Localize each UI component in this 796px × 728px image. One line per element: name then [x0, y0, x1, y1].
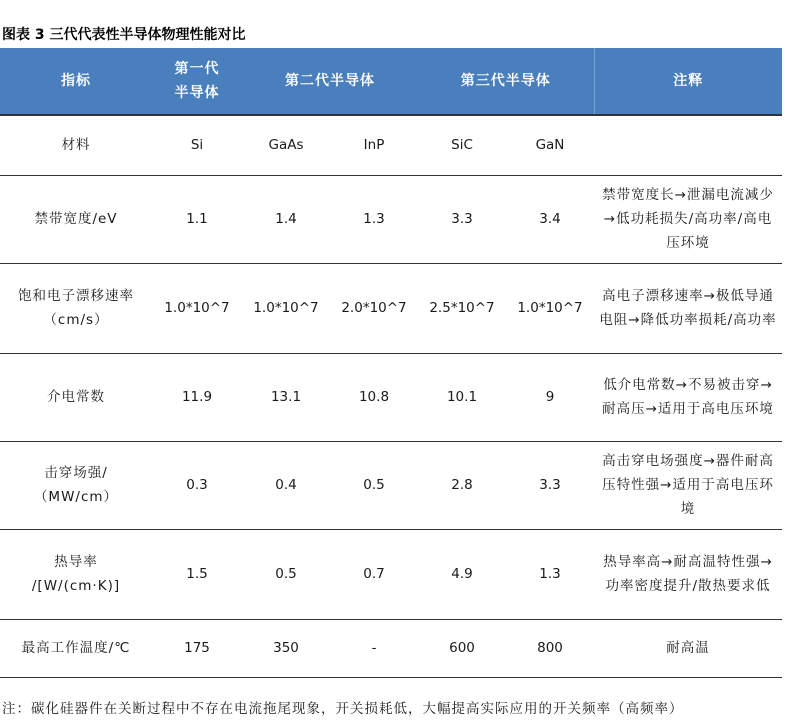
- header-gen1-line: 第一代: [174, 61, 220, 77]
- table-row: [0, 529, 782, 619]
- cell-value: 11.9: [152, 353, 242, 441]
- header-gen1: [152, 48, 242, 115]
- row-label-line: （cm/s）: [43, 312, 109, 328]
- cell-value: 1.3: [506, 529, 594, 619]
- row-label-line: （MW/cm）: [33, 489, 119, 505]
- cell-value: 2.5*10^7: [418, 263, 506, 353]
- row-label-line: 最高工作温度/℃: [21, 640, 131, 656]
- cell-value: 350: [242, 619, 330, 677]
- row-label: [0, 263, 152, 353]
- cell-value: 2.0*10^7: [330, 263, 418, 353]
- cell-value: 0.4: [242, 441, 330, 529]
- cell-value: 600: [418, 619, 506, 677]
- cell-value: GaN: [506, 115, 594, 175]
- row-label: [0, 529, 152, 619]
- cell-value: 3.3: [506, 441, 594, 529]
- table-body: [0, 115, 782, 677]
- table-row: [0, 175, 782, 263]
- cell-value: 4.9: [418, 529, 506, 619]
- row-label-line: /[W/(cm·K)]: [31, 578, 121, 594]
- row-label: [0, 353, 152, 441]
- row-label: [0, 115, 152, 175]
- row-label-line: 禁带宽度/eV: [34, 211, 118, 227]
- cell-value: 3.3: [418, 175, 506, 263]
- table-row: [0, 441, 782, 529]
- header-gen3: 第三代半导体: [418, 48, 594, 115]
- table-row: [0, 263, 782, 353]
- row-label: [0, 175, 152, 263]
- cell-value: 1.5: [152, 529, 242, 619]
- row-label: [0, 619, 152, 677]
- header-row: [0, 48, 782, 115]
- row-note: 高电子漂移速率→极低导通电阻→降低功率损耗/高功率: [594, 263, 782, 353]
- cell-value: GaAs: [242, 115, 330, 175]
- header-gen1-line: 半导体: [174, 85, 220, 101]
- row-label-line: 饱和电子漂移速率: [18, 288, 134, 304]
- cell-value: 1.0*10^7: [506, 263, 594, 353]
- cell-value: 175: [152, 619, 242, 677]
- row-label-line: 介电常数: [47, 389, 105, 405]
- row-note: 高击穿电场强度→器件耐高压特性强→适用于高电压环境: [594, 441, 782, 529]
- cell-value: Si: [152, 115, 242, 175]
- footnote: 注：碳化硅器件在关断过程中不存在电流拖尾现象，开关损耗低，大幅提高实际应用的开关频率（高频率）: [2, 701, 684, 717]
- comparison-table: [0, 48, 782, 678]
- cell-value: 0.5: [242, 529, 330, 619]
- cell-value: 10.1: [418, 353, 506, 441]
- cell-value: 2.8: [418, 441, 506, 529]
- cell-value: InP: [330, 115, 418, 175]
- cell-value: SiC: [418, 115, 506, 175]
- row-label-line: 热导率: [54, 554, 98, 570]
- header-gen2: 第二代半导体: [242, 48, 418, 115]
- cell-value: 1.0*10^7: [242, 263, 330, 353]
- cell-value: 0.5: [330, 441, 418, 529]
- cell-value: 800: [506, 619, 594, 677]
- cell-value: 0.3: [152, 441, 242, 529]
- header-notes: 注释: [594, 48, 782, 115]
- row-label-line: 材料: [61, 137, 91, 154]
- row-label-line: 击穿场强/: [44, 465, 108, 481]
- cell-value: 9: [506, 353, 594, 441]
- cell-value: 1.4: [242, 175, 330, 263]
- cell-value: 10.8: [330, 353, 418, 441]
- row-note: 低介电常数→不易被击穿→耐高压→适用于高电压环境: [594, 353, 782, 441]
- row-label: [0, 441, 152, 529]
- table-row: [0, 353, 782, 441]
- row-note: 耐高温: [594, 619, 782, 677]
- cell-value: 1.1: [152, 175, 242, 263]
- table-row: [0, 619, 782, 677]
- cell-value: 13.1: [242, 353, 330, 441]
- row-note: 禁带宽度长→泄漏电流减少→低功耗损失/高功率/高电压环境: [594, 175, 782, 263]
- cell-value: -: [330, 619, 418, 677]
- cell-value: 1.0*10^7: [152, 263, 242, 353]
- cell-value: 3.4: [506, 175, 594, 263]
- table-row: [0, 115, 782, 175]
- row-note: 热导率高→耐高温特性强→功率密度提升/散热要求低: [594, 529, 782, 619]
- header-indicator: 指标: [0, 48, 152, 115]
- row-note: [594, 115, 782, 175]
- figure-title: 图表 3 三代代表性半导体物理性能对比: [2, 27, 246, 43]
- cell-value: 1.3: [330, 175, 418, 263]
- cell-value: 0.7: [330, 529, 418, 619]
